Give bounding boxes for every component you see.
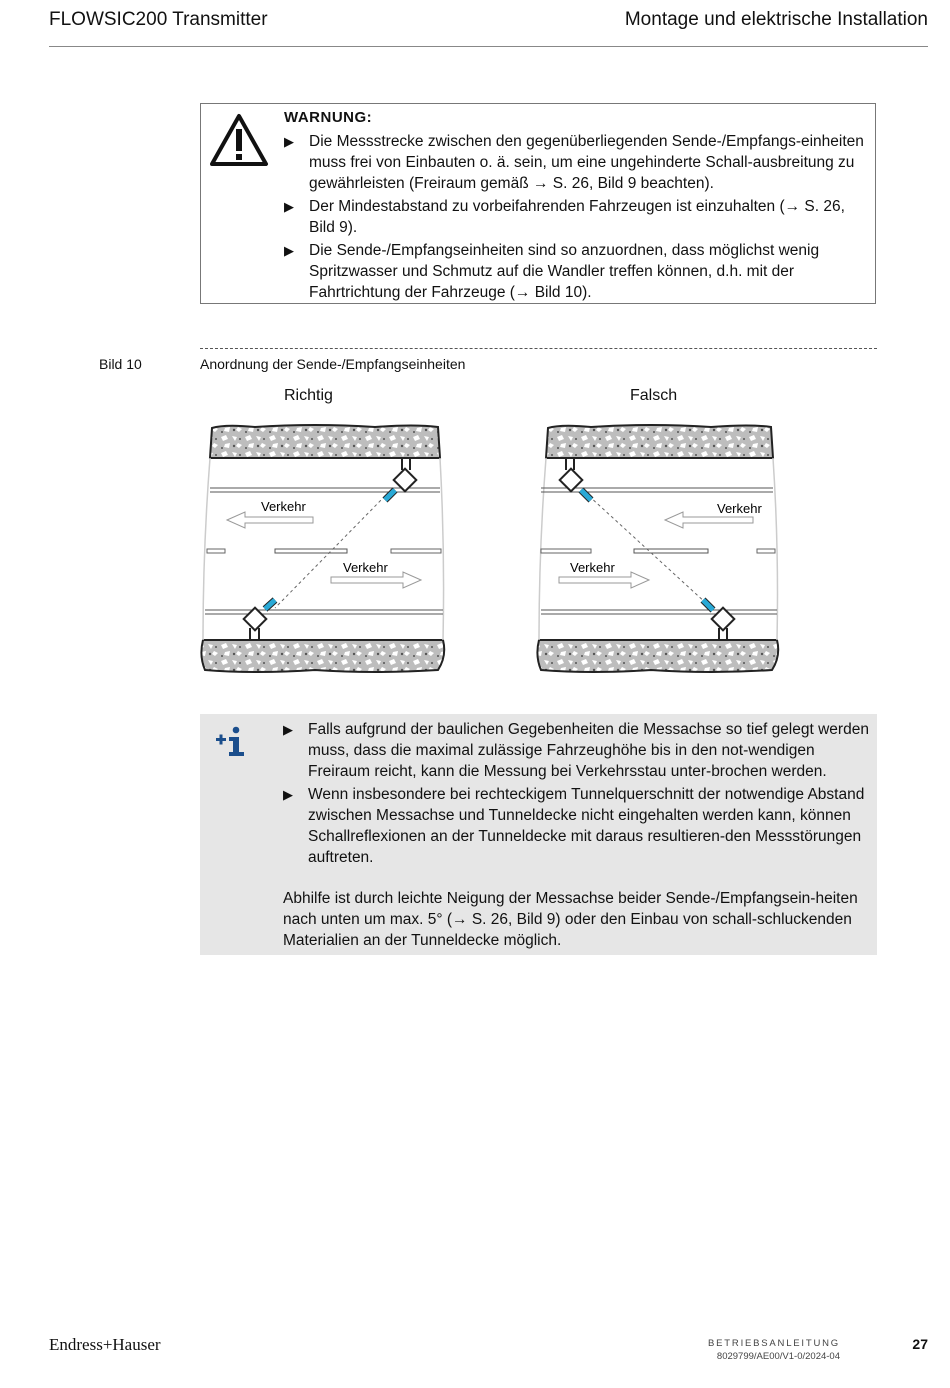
header-section: Montage und elektrische Installation (624, 9, 928, 30)
warning-list (284, 131, 869, 305)
document-id: 8029799/AE00/V1-0/2024-04 (716, 1351, 840, 1362)
list-item: ▶ Die Messstrecke zwischen den gegenüberliegenden Sende-/Empfangs-einheiten muss frei von Einbauten o. ä. sein, um eine ungehinderte Schall-ausbreitung zu gewährleisten (Freiraum gemäß → S. 26, Bild 9 beachten). (284, 133, 864, 192)
brand-logo: Endress+Hauser (49, 1335, 161, 1354)
wrong-arrangement (537, 425, 778, 672)
list-item: ▶ Der Mindestabstand zu vorbeifahrenden Fahrzeugen ist einzuhalten (→ S. 26, Bild 9). (284, 198, 845, 236)
info-box (200, 714, 877, 955)
list-item: ▶ Die Sende-/Empfangseinheiten sind so anzuordnen, dass möglichst wenig Spritzwasser und Schmutz auf die Wandler treffen können, d.h. mit der Fahrtrichtung der Fahrzeuge (→ Bild 10). (284, 242, 820, 301)
warning-triangle-icon (209, 112, 269, 168)
warning-box (200, 103, 876, 304)
info-list (283, 719, 875, 870)
label-wrong: Falsch (630, 387, 678, 404)
page-number: 27 (912, 1336, 928, 1352)
label-correct: Richtig (284, 387, 333, 404)
page-header (0, 0, 950, 48)
traffic-label: Verkehr (570, 560, 615, 575)
bullet-icon: ▶ (283, 787, 293, 802)
transducer-top (385, 458, 416, 500)
list-item: ▶ Falls aufgrund der baulichen Gegebenheiten die Messachse so tief gelegt werden muss, dass die maximal zulässige Fahrzeughöhe bis in den not-wendigen Freiraum reicht, kann die Messung bei Verkehrsstau unter-brochen werden. (283, 721, 869, 780)
list-item: ▶ Wenn insbesondere bei rechteckigem Tunnelquerschnitt der notwendige Abstand zwischen Messachse und Tunneldecke nicht eingehalten werden kann, können Schallreflexionen an der Tunneldecke mit daraus resultieren-den Messstörungen auftreten. (283, 786, 865, 866)
traffic-arrow-left-icon (227, 512, 313, 528)
bullet-icon: ▶ (284, 199, 294, 214)
transducer-top (560, 458, 591, 500)
figure-number: Bild 10 (99, 356, 142, 372)
transducer-bottom (244, 600, 275, 640)
traffic-label: Verkehr (343, 560, 388, 575)
traffic-label: Verkehr (717, 501, 762, 516)
tunnel-diagram (195, 418, 795, 680)
header-title: FLOWSIC200 Transmitter (49, 9, 268, 30)
transducer-bottom (703, 600, 734, 640)
bullet-icon: ▶ (283, 722, 293, 737)
warning-title: WARNUNG: (284, 109, 373, 126)
correct-arrangement (201, 425, 444, 672)
bullet-icon: ▶ (284, 134, 294, 149)
document-type: BETRIEBSANLEITUNG (708, 1338, 840, 1349)
info-icon (214, 726, 250, 758)
traffic-label: Verkehr (261, 499, 306, 514)
figure-caption: Anordnung der Sende-/Empfangseinheiten (200, 356, 466, 372)
figure-divider (200, 348, 877, 349)
info-remedy: Abhilfe ist durch leichte Neigung der Messachse beider Sende-/Empfangsein-heiten nach unten um max. 5° (→ S. 26, Bild 9) oder den Einbau von schall-schluckenden Materialien an der Tunneldecke möglich. (283, 890, 858, 949)
bullet-icon: ▶ (284, 243, 294, 258)
header-rule (49, 46, 928, 47)
